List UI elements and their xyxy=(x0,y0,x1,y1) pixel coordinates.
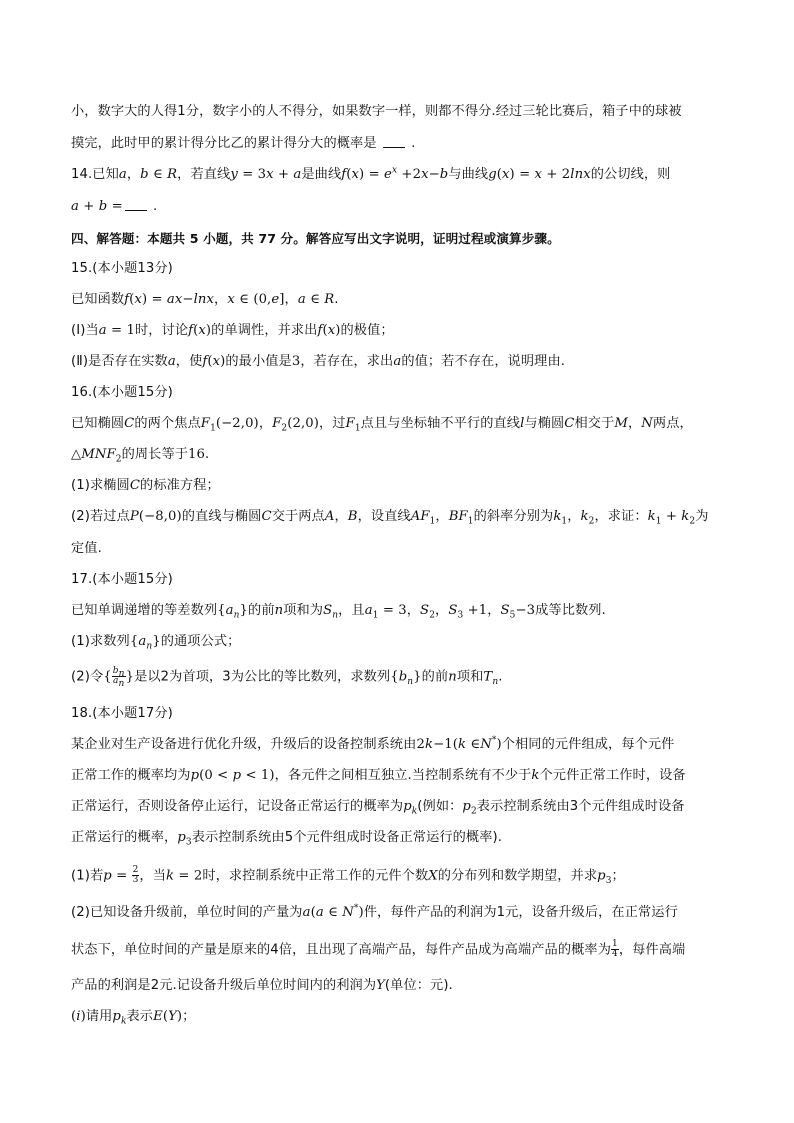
text-line: 正常运行，否则设备停止运行，记设备正常运行的概率为$p_k$(例如：$p_2$表示控制系统由3个元件组成时设备 xyxy=(71,799,685,817)
text-line: (i)请用$p_k$表示E(Y)； xyxy=(71,1009,196,1027)
text-line: (1)求数列$\{a_n\}$的通项公式； xyxy=(71,634,241,652)
answer-blank xyxy=(125,198,147,211)
text-line: (2)令{ $\frac{b_n}{a_n}$ }是以2为首项，3为公比的等比数列，求数列$\{b_n\}$的前n项和$T_n$. xyxy=(71,666,503,689)
text-line: (2)若过点P(−8,0)的直线与椭圆C交于两点A，B，设直线$AF_1$，$BF_1$的斜率分别为$k_1$，$k_2$，求证：$k_1 + k_2$为 xyxy=(71,509,709,527)
question-16-heading: 16.(本小题15分) xyxy=(71,385,173,400)
question-14-line: 14.已知a，b ∈ R，若直线y = 3x + a是曲线$f(x) = e^x +2x-b$与曲线g(x) = x + 2lnx的公切线，则 xyxy=(71,165,671,182)
text-line: (Ⅰ)当a = 1时，讨论f(x)的单调性，并求出f(x)的极值； xyxy=(71,323,394,338)
answer-blank xyxy=(383,135,405,148)
text-line: (2)已知设备升级前，单位时间的产量为a(a ∈ N*)件，每件产品的利润为1元，设备升级后，在正常运行 xyxy=(71,903,678,920)
text-line: 已知单调递增的等差数列$\{a_n\}$的前n项和为$S_n$，且$a_1 = 3$，$S_2$，$S_3 +1$，$S_5-3$成等比数列. xyxy=(71,603,606,621)
text-line: 摸完，此时甲的累计得分比乙的累计得分大的概率是 . xyxy=(71,136,416,151)
text-line: 已知椭圆C的两个焦点$F_1(-2,0)$，$F_2(2,0)$，过$F_1$点且与坐标轴不平行的直线l与椭圆C相交于M，N两点， xyxy=(71,416,693,434)
question-15-heading: 15.(本小题13分) xyxy=(71,261,173,276)
text-line: 某企业对生产设备进行优化升级，升级后的设备控制系统由2k−1(k ∈N*)个相同的元件组成，每个元件 xyxy=(71,735,675,752)
text-line: 产品的利润是2元.记设备升级后单位时间内的利润为Y(单位：元). xyxy=(71,978,453,993)
text-line: 正常运行的概率，$p_3$表示控制系统由5个元件组成时设备正常运行的概率). xyxy=(71,830,503,848)
text-line: 定值. xyxy=(71,541,102,556)
text-line: (Ⅱ)是否存在实数a，使f(x)的最小值是3，若存在，求出a的值；若不存在，说明理由. xyxy=(71,354,566,369)
text-line: (1)若p = $\frac{2}{3}$ ，当k = 2时，求控制系统中正常工作的元件个数X的分布列和数学期望，并求$p_3$； xyxy=(71,865,625,887)
question-18-heading: 18.(本小题17分) xyxy=(71,706,173,721)
text-line: (1)求椭圆C的标准方程； xyxy=(71,478,220,493)
text-line: 正常工作的概率均为p(0 < p < 1)，各元件之间相互独立.当控制系统有不少于k个元件正常工作时，设备 xyxy=(71,768,686,783)
section-heading: 四、解答题：本题共 5 小题，共 77 分。解答应写出文字说明，证明过程或演算步骤。 xyxy=(71,231,560,246)
text-line: $\triangle MNF_2$的周长等于16. xyxy=(71,447,210,465)
text-line: 状态下，单位时间的产量是原来的4倍，且出现了高端产品，每件产品成为高端产品的概率为 $\frac{1}{4}$ ，每件高端 xyxy=(71,939,686,959)
question-17-heading: 17.(本小题15分) xyxy=(71,572,173,587)
text-line: 小，数字大的人得1分，数字小的人不得分，如果数字一样，则都不得分.经过三轮比赛后，箱子中的球被 xyxy=(71,104,682,119)
text-line: 已知函数f(x) = ax−lnx，x ∈ (0,e]，a ∈ R. xyxy=(71,292,339,307)
text-line: a + b = . xyxy=(71,199,158,214)
